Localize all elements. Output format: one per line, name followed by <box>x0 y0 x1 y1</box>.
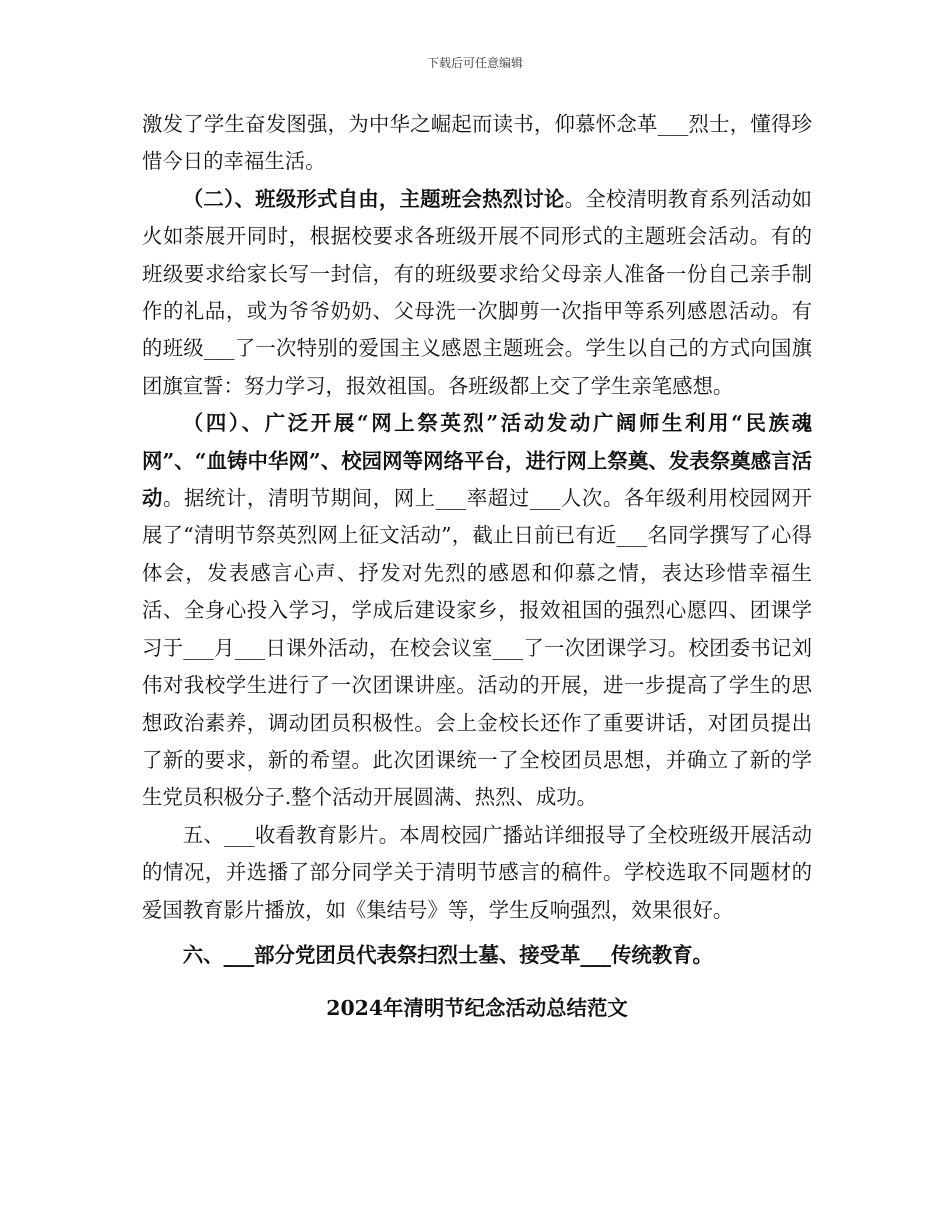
page-header: 下载后可任意编辑 <box>426 56 523 70</box>
paragraph-tomb-sweeping: 六、___部分党团员代表祭扫烈士墓、接受革___传统教育。 <box>182 942 713 967</box>
paragraph-body-text: 。全校清明教育系列活动如火如荼展开同时，根据校要求各班级开展不同形式的主题班会活动。有的班级要求给家长写一封信，有的班级要求给父母亲人准备一份自己亲手制作的礼品，或为爷爷奶奶、父母洗一次脚剪一次指甲等系列感恩活动。有的班级___了一次特别的爱国主义感恩主题班会。学生以自己的方式向国旗团旗宣誓：努力学习，报效祖国。各班级都上交了学生亲笔感想。 <box>142 186 812 398</box>
document-title: 2024年清明节纪念活动总结范文 <box>326 996 628 1021</box>
paragraph-continuation: 激发了学生奋发图强，为中华之崛起而读书，仰慕怀念革___烈士，懂得珍惜今日的幸福生活。 <box>142 112 812 174</box>
paragraph-lead-heading: （四）、广泛开展“网上祭英烈”活动发动广阔师生利用“民族魂网”、“血铸中华网”、校园网等网络平台，进行网上祭奠、发表祭奠感言活动 <box>142 411 812 511</box>
paragraph-class-meeting <box>142 181 812 405</box>
paragraph-online-memorial <box>142 405 812 816</box>
document-body <box>142 106 812 1027</box>
paragraph-education-films: 五、___收看教育影片。本周校园广播站详细报导了全校班级开展活动的情况，并选播了部分同学关于清明节感言的稿件。学校选取不同题材的爱国教育影片播放，如《集结号》等，学生反响强烈，效果很好。 <box>142 822 812 922</box>
paragraph-body-text: 。据统计，清明节期间，网上___率超过___人次。各年级利用校园网开展了“清明节祭英烈网上征文活动”，截止日前已有近___名同学撰写了心得体会，发表感言心声、抒发对先烈的感恩和仰慕之情，表达珍惜幸福生活、全身心投入学习，学成后建设家乡，报效祖国的强烈心愿四、团课学习于___月___日课外活动，在校会议室___了一次团课学习。校团委书记刘伟对我校学生进行了一次团课讲座。活动的开展，进一步提高了学生的思想政治素养，调动团员积极性。会上金校长还作了重要讲话，对团员提出了新的要求，新的希望。此次团课统一了全校团员思想，并确立了新的学生党员积极分子.整个活动开展圆满、热烈、成功。 <box>142 486 813 810</box>
paragraph-lead-heading: （二）、班级形式自由，主题班会热烈讨论 <box>182 186 565 211</box>
